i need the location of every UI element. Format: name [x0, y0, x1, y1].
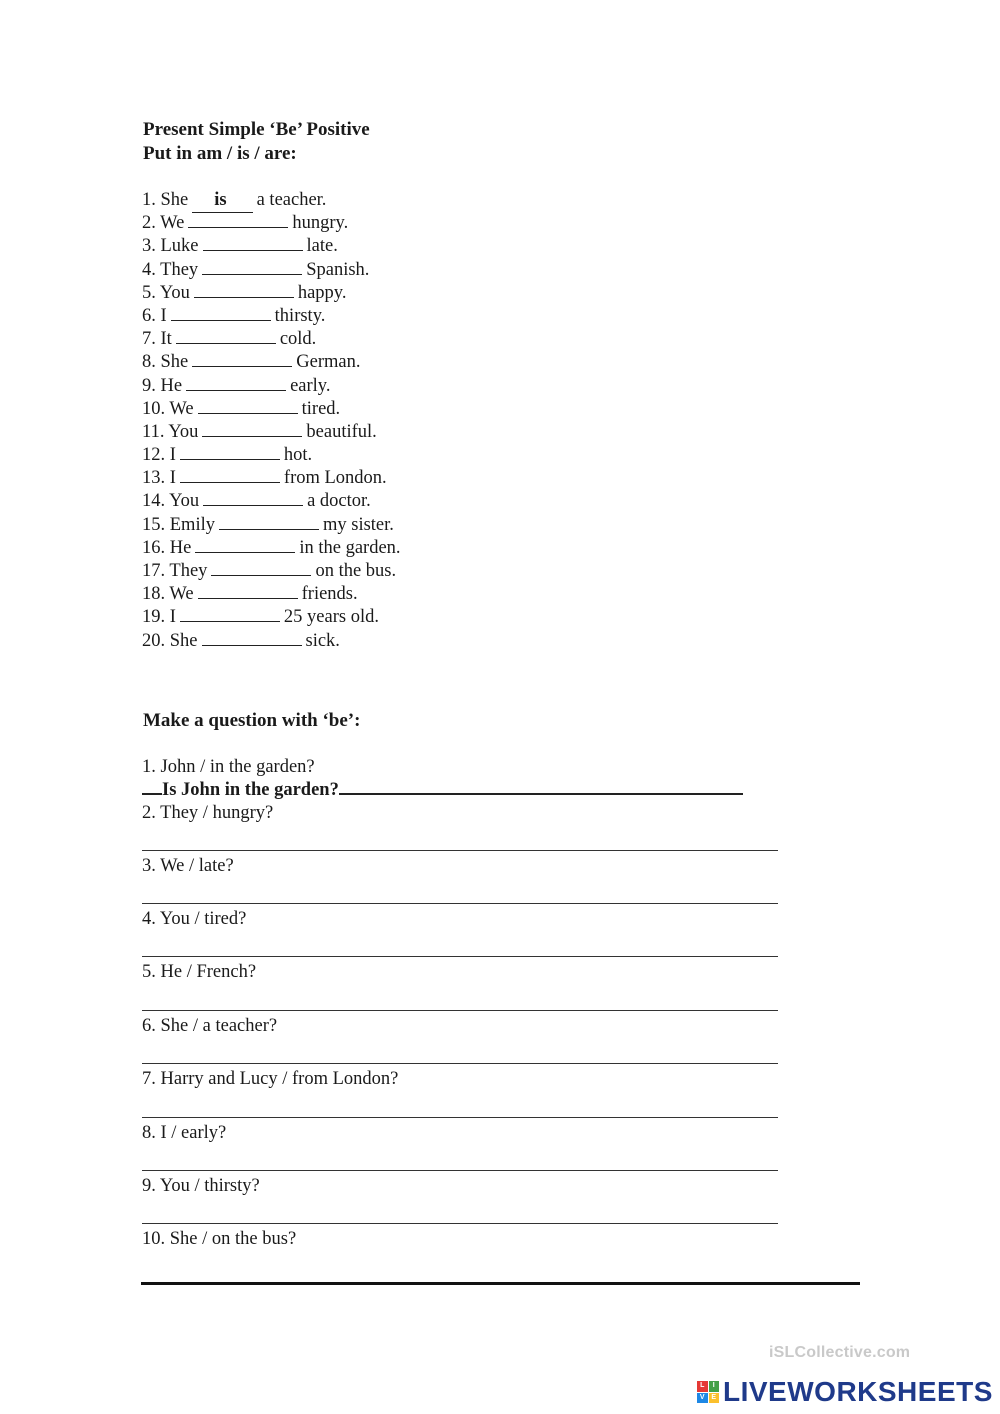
question-prompt: 7. Harry and Lucy / from London?: [142, 1069, 399, 1089]
answer-blank[interactable]: [203, 235, 303, 251]
answer-blank[interactable]: [202, 421, 302, 437]
logo-letter-tile: L: [697, 1381, 708, 1392]
item-prompt: 2.: [142, 213, 156, 234]
islcollective-watermark: iSLCollective.com: [769, 1344, 911, 1361]
question-prompt: 1. John / in the garden?: [142, 757, 315, 777]
exercise-item: [142, 444, 562, 467]
item-prompt: 5.: [142, 282, 156, 303]
item-subject: He: [169, 537, 192, 558]
item-subject: It: [160, 329, 172, 350]
question-prompt: 6. She / a teacher?: [142, 1016, 278, 1036]
item-subject: You: [169, 491, 200, 512]
question-prompt: 9. You / thirsty?: [142, 1176, 260, 1196]
question-prompt: 5. He / French?: [142, 962, 257, 982]
item-completion: thirsty.: [274, 305, 326, 326]
item-subject: We: [169, 398, 194, 419]
exercise-item: [142, 212, 562, 235]
item-completion: late.: [306, 236, 338, 257]
exercise-item: [142, 421, 562, 444]
item-prompt: 17.: [142, 561, 166, 581]
answer-line[interactable]: [142, 1010, 778, 1011]
item-subject: We: [169, 584, 194, 605]
item-prompt: 16.: [142, 537, 166, 558]
item-prompt: 14.: [142, 491, 166, 512]
logo-letter-tile: I: [709, 1381, 720, 1392]
question-prompt: 10. She / on the bus?: [142, 1229, 297, 1249]
item-prompt: 7.: [142, 329, 156, 350]
item-subject: You: [159, 282, 190, 303]
item-subject: We: [160, 213, 185, 234]
item-subject: She: [160, 352, 189, 373]
question-prompt: 3. We / late?: [142, 856, 234, 876]
exercise-item: [142, 630, 562, 653]
item-completion: sick.: [305, 630, 340, 651]
item-completion: in the garden.: [299, 537, 401, 558]
answer-blank[interactable]: [198, 583, 298, 599]
item-subject: I: [169, 607, 176, 628]
answer-line[interactable]: [142, 1223, 778, 1224]
question-prompt: 2. They / hungry?: [142, 803, 274, 823]
answer-blank[interactable]: [180, 606, 280, 622]
item-prompt: 11.: [142, 421, 165, 442]
item-completion: friends.: [301, 584, 358, 605]
question-prompt: 8. I / early?: [142, 1123, 227, 1143]
item-subject: I: [160, 305, 167, 326]
answer-line[interactable]: [142, 1117, 778, 1118]
item-prompt: 10.: [142, 398, 166, 419]
exercise-item: [142, 189, 562, 212]
exercise-title: Present Simple ‘Be’ Positive: [143, 119, 370, 140]
item-prompt: 15.: [142, 514, 166, 535]
item-subject: I: [169, 468, 176, 489]
exercise-item: [142, 259, 562, 282]
liveworksheets-logo: [697, 1376, 993, 1408]
item-prompt: 4.: [142, 259, 156, 280]
item-prompt: 6.: [142, 305, 156, 326]
item-prompt: 13.: [142, 468, 166, 489]
answer-blank[interactable]: [198, 398, 298, 414]
item-subject: She: [160, 190, 189, 210]
exercise-item: [142, 235, 562, 258]
item-prompt: 20.: [142, 630, 166, 651]
item-completion: German.: [296, 352, 361, 373]
item-prompt: 19.: [142, 607, 166, 628]
item-prompt: 3.: [142, 236, 156, 257]
exercise-item: [142, 328, 562, 351]
exercise-item: [142, 560, 562, 583]
exercise-item: [142, 537, 562, 560]
fill-in-exercise: [142, 189, 562, 653]
exercise-item: [142, 467, 562, 490]
answer-blank[interactable]: [195, 537, 295, 553]
item-completion: hot.: [283, 445, 313, 466]
answer-blank[interactable]: [176, 328, 276, 344]
item-completion: happy.: [297, 282, 347, 303]
logo-letter-tile: E: [709, 1393, 720, 1404]
answer-line[interactable]: [142, 850, 778, 851]
item-completion: on the bus.: [315, 561, 397, 581]
answer-line[interactable]: [142, 1063, 778, 1064]
exercise-instruction: Put in am / is / are:: [143, 143, 297, 164]
answer-blank[interactable]: [180, 444, 280, 460]
answer-line[interactable]: [142, 956, 778, 957]
answer-blank[interactable]: [202, 259, 302, 275]
item-completion: from London.: [283, 468, 387, 489]
item-subject: They: [169, 561, 208, 581]
item-subject: Luke: [160, 236, 199, 257]
item-subject: I: [169, 445, 176, 466]
item-prompt: 12.: [142, 445, 166, 466]
example-answer: [142, 779, 743, 802]
answer-line[interactable]: [142, 1170, 778, 1171]
item-completion: early.: [290, 375, 331, 396]
answer-line[interactable]: [142, 903, 778, 904]
item-completion: tired.: [301, 398, 341, 419]
item-subject: She: [169, 630, 198, 651]
question-exercise-title: Make a question with ‘be’:: [143, 710, 361, 731]
answer-blank[interactable]: [188, 212, 288, 228]
item-prompt: 1.: [142, 190, 156, 210]
exercise-item: [142, 398, 562, 421]
item-subject: They: [160, 259, 199, 280]
item-completion: hungry.: [292, 213, 349, 234]
item-prompt: 9.: [142, 375, 156, 396]
answer-blank[interactable]: [194, 282, 294, 298]
answer-blank[interactable]: [192, 351, 292, 367]
answer-blank[interactable]: [203, 490, 303, 506]
exercise-item: [142, 490, 562, 513]
exercise-item: [142, 282, 562, 305]
exercise-item: [142, 305, 562, 328]
item-completion: a doctor.: [307, 491, 371, 512]
item-prompt: 18.: [142, 584, 166, 605]
answer-blank[interactable]: [180, 467, 280, 483]
liveworksheets-text: LIVEWORKSHEETS: [723, 1376, 993, 1407]
answer-blank[interactable]: [202, 630, 302, 646]
answer-blank[interactable]: is: [192, 189, 252, 213]
exercise-item: [142, 514, 562, 537]
item-completion: 25 years old.: [283, 607, 379, 628]
example-answer-text: Is John in the garden?: [162, 780, 339, 800]
item-completion: cold.: [279, 329, 317, 350]
answer-blank[interactable]: [171, 305, 271, 321]
item-subject: You: [168, 421, 199, 442]
item-completion: a teacher.: [256, 190, 327, 210]
answer-blank[interactable]: [219, 514, 319, 530]
exercise-item: [142, 375, 562, 398]
exercise-item: [142, 583, 562, 606]
answer-line-10[interactable]: [141, 1282, 860, 1285]
answer-blank[interactable]: [211, 560, 311, 576]
item-subject: He: [160, 375, 183, 396]
exercise-item: [142, 606, 562, 629]
item-subject: Emily: [169, 514, 215, 535]
exercise-item: [142, 351, 562, 374]
item-completion: my sister.: [322, 514, 394, 535]
question-prompt: 4. You / tired?: [142, 909, 247, 929]
logo-letter-tile: V: [697, 1393, 708, 1404]
answer-blank[interactable]: [186, 375, 286, 391]
liveworksheets-icon: [697, 1381, 719, 1403]
item-prompt: 8.: [142, 352, 156, 373]
item-completion: beautiful.: [306, 421, 377, 442]
item-completion: Spanish.: [306, 259, 370, 280]
